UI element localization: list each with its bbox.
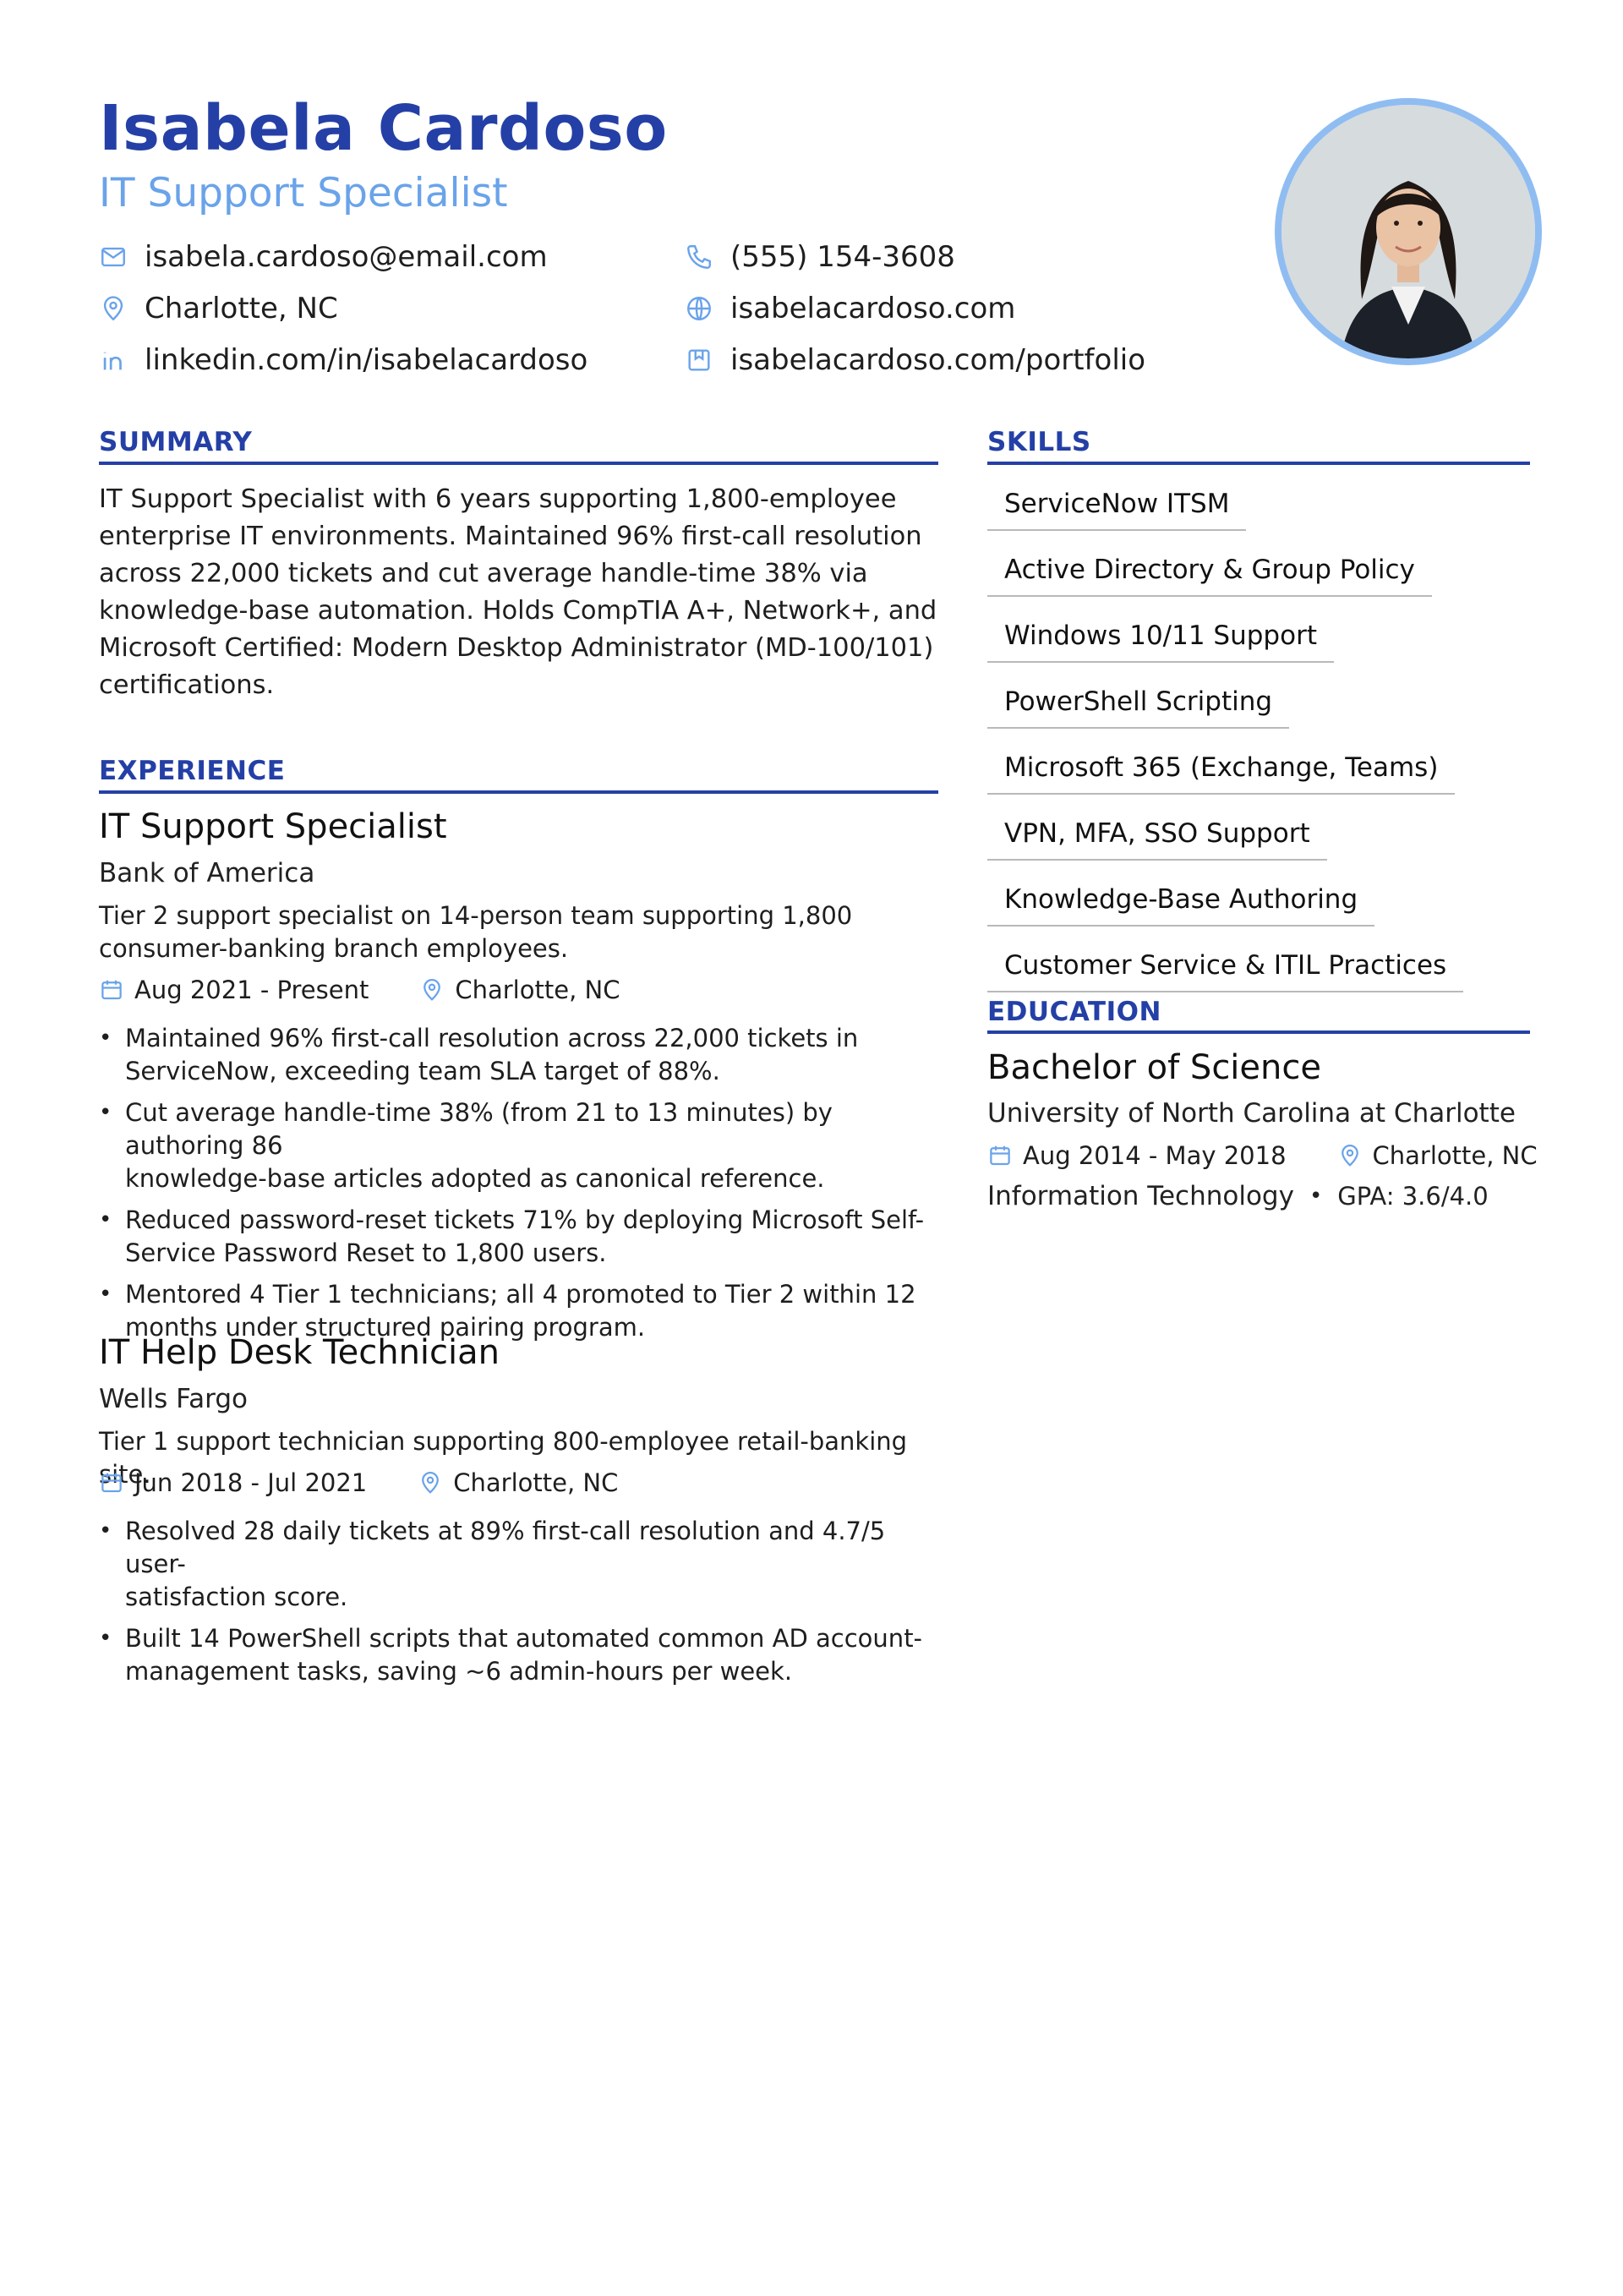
location-pin-icon xyxy=(99,294,128,323)
bookmark-icon xyxy=(685,346,713,374)
skill-item: VPN, MFA, SSO Support xyxy=(987,803,1327,861)
education-meta xyxy=(987,1141,1538,1170)
email-text: isabela.cardoso@email.com xyxy=(145,240,548,274)
education-dates: Aug 2014 - May 2018 xyxy=(1023,1141,1287,1170)
achievement-item: • Built 14 PowerShell scripts that automated common AD account- management tasks, saving ~6 admin-hours per week. xyxy=(99,1622,953,1688)
skills-heading: SKILLS xyxy=(987,427,1091,457)
calendar-icon xyxy=(987,1143,1013,1168)
contact-linkedin[interactable] xyxy=(99,343,587,377)
job-dates: Aug 2021 - Present xyxy=(134,976,369,1004)
skill-item: Active Directory & Group Policy xyxy=(987,539,1432,597)
education-details xyxy=(987,1181,1489,1211)
summary-line: across 22,000 tickets and cut average handle-time 38% via xyxy=(99,559,868,588)
achievement-item: • Mentored 4 Tier 1 technicians; all 4 promoted to Tier 2 within 12 months under structured pairing program. xyxy=(99,1278,953,1344)
portfolio-text: isabelacardoso.com/portfolio xyxy=(730,343,1146,377)
summary-line: IT Support Specialist with 6 years supporting 1,800-employee xyxy=(99,484,897,514)
education-heading: EDUCATION xyxy=(987,997,1161,1027)
location-pin-icon xyxy=(418,1470,443,1495)
achievement-item: • Reduced password-reset tickets 71% by deploying Microsoft Self- Service Password Reset to 1,800 users. xyxy=(99,1204,953,1270)
school-name: University of North Carolina at Charlotte xyxy=(987,1098,1516,1129)
job-meta xyxy=(99,1468,618,1497)
job-meta xyxy=(99,976,620,1004)
skills-divider xyxy=(987,462,1530,465)
experience-divider xyxy=(99,790,938,794)
company-name: Wells Fargo xyxy=(99,1384,248,1414)
separator-dot: • xyxy=(1309,1184,1323,1209)
contact-location xyxy=(99,292,338,325)
contact-email[interactable] xyxy=(99,240,548,274)
summary-divider xyxy=(99,462,938,465)
experience-heading: EXPERIENCE xyxy=(99,756,286,786)
job-description-line: Tier 1 support technician supporting 800-employee retail-banking site. xyxy=(99,1427,908,1489)
job-dates: Jun 2018 - Jul 2021 xyxy=(134,1468,368,1497)
contact-portfolio[interactable] xyxy=(685,343,1145,377)
summary-line: certifications. xyxy=(99,670,275,700)
skill-item: Customer Service & ITIL Practices xyxy=(987,935,1463,992)
profile-photo xyxy=(1275,98,1542,365)
phone-icon xyxy=(685,243,713,271)
summary-line: enterprise IT environments. Maintained 96% first-call resolution xyxy=(99,522,922,551)
skill-item: ServiceNow ITSM xyxy=(987,473,1246,531)
gpa: GPA: 3.6/4.0 xyxy=(1337,1182,1489,1211)
linkedin-icon xyxy=(99,346,128,374)
job-description-line: Tier 2 support specialist on 14-person team supporting 1,800 xyxy=(99,901,853,930)
skill-item: Windows 10/11 Support xyxy=(987,605,1334,663)
job-location: Charlotte, NC xyxy=(453,1468,619,1497)
website-text: isabelacardoso.com xyxy=(730,292,1016,325)
candidate-name: Isabela Cardoso xyxy=(99,92,668,165)
job-achievements xyxy=(99,1022,953,1353)
field-of-study: Information Technology xyxy=(987,1181,1294,1211)
mail-icon xyxy=(99,243,128,271)
skill-item: Knowledge-Base Authoring xyxy=(987,869,1374,927)
job-location: Charlotte, NC xyxy=(455,976,620,1004)
location-pin-icon xyxy=(1337,1143,1363,1168)
location-pin-icon xyxy=(419,977,445,1003)
job-description xyxy=(99,899,938,965)
job-description-line: consumer-banking branch employees. xyxy=(99,934,569,963)
skill-item: PowerShell Scripting xyxy=(987,671,1289,729)
location-text: Charlotte, NC xyxy=(145,292,338,325)
summary-heading: SUMMARY xyxy=(99,427,253,457)
education-location: Charlotte, NC xyxy=(1372,1141,1538,1170)
job-title: IT Support Specialist xyxy=(99,807,447,846)
job-achievements xyxy=(99,1515,953,1697)
company-name: Bank of America xyxy=(99,858,315,888)
candidate-title: IT Support Specialist xyxy=(99,170,508,216)
summary-line: Microsoft Certified: Modern Desktop Administrator (MD-100/101) xyxy=(99,633,934,663)
globe-icon xyxy=(685,294,713,323)
contact-website[interactable] xyxy=(685,292,1015,325)
summary-line: knowledge-base automation. Holds CompTIA A+, Network+, and xyxy=(99,596,937,626)
achievement-item: • Cut average handle-time 38% (from 21 to 13 minutes) by authoring 86 knowledge-base articles adopted as canonical reference. xyxy=(99,1096,953,1195)
summary-text xyxy=(99,481,938,704)
skill-item: Microsoft 365 (Exchange, Teams) xyxy=(987,737,1455,795)
education-divider xyxy=(987,1030,1530,1034)
degree-title: Bachelor of Science xyxy=(987,1048,1321,1087)
contact-phone[interactable] xyxy=(685,240,955,274)
skills-list xyxy=(987,473,1537,1001)
calendar-icon xyxy=(99,977,124,1003)
achievement-item: • Maintained 96% first-call resolution across 22,000 tickets in ServiceNow, exceeding team SLA target of 88%. xyxy=(99,1022,953,1088)
linkedin-text: linkedin.com/in/isabelacardoso xyxy=(145,343,588,377)
phone-text: (555) 154-3608 xyxy=(730,240,955,274)
job-title: IT Help Desk Technician xyxy=(99,1333,500,1372)
achievement-item: • Resolved 28 daily tickets at 89% first-call resolution and 4.7/5 user- satisfaction score. xyxy=(99,1515,953,1614)
calendar-icon xyxy=(99,1470,124,1495)
